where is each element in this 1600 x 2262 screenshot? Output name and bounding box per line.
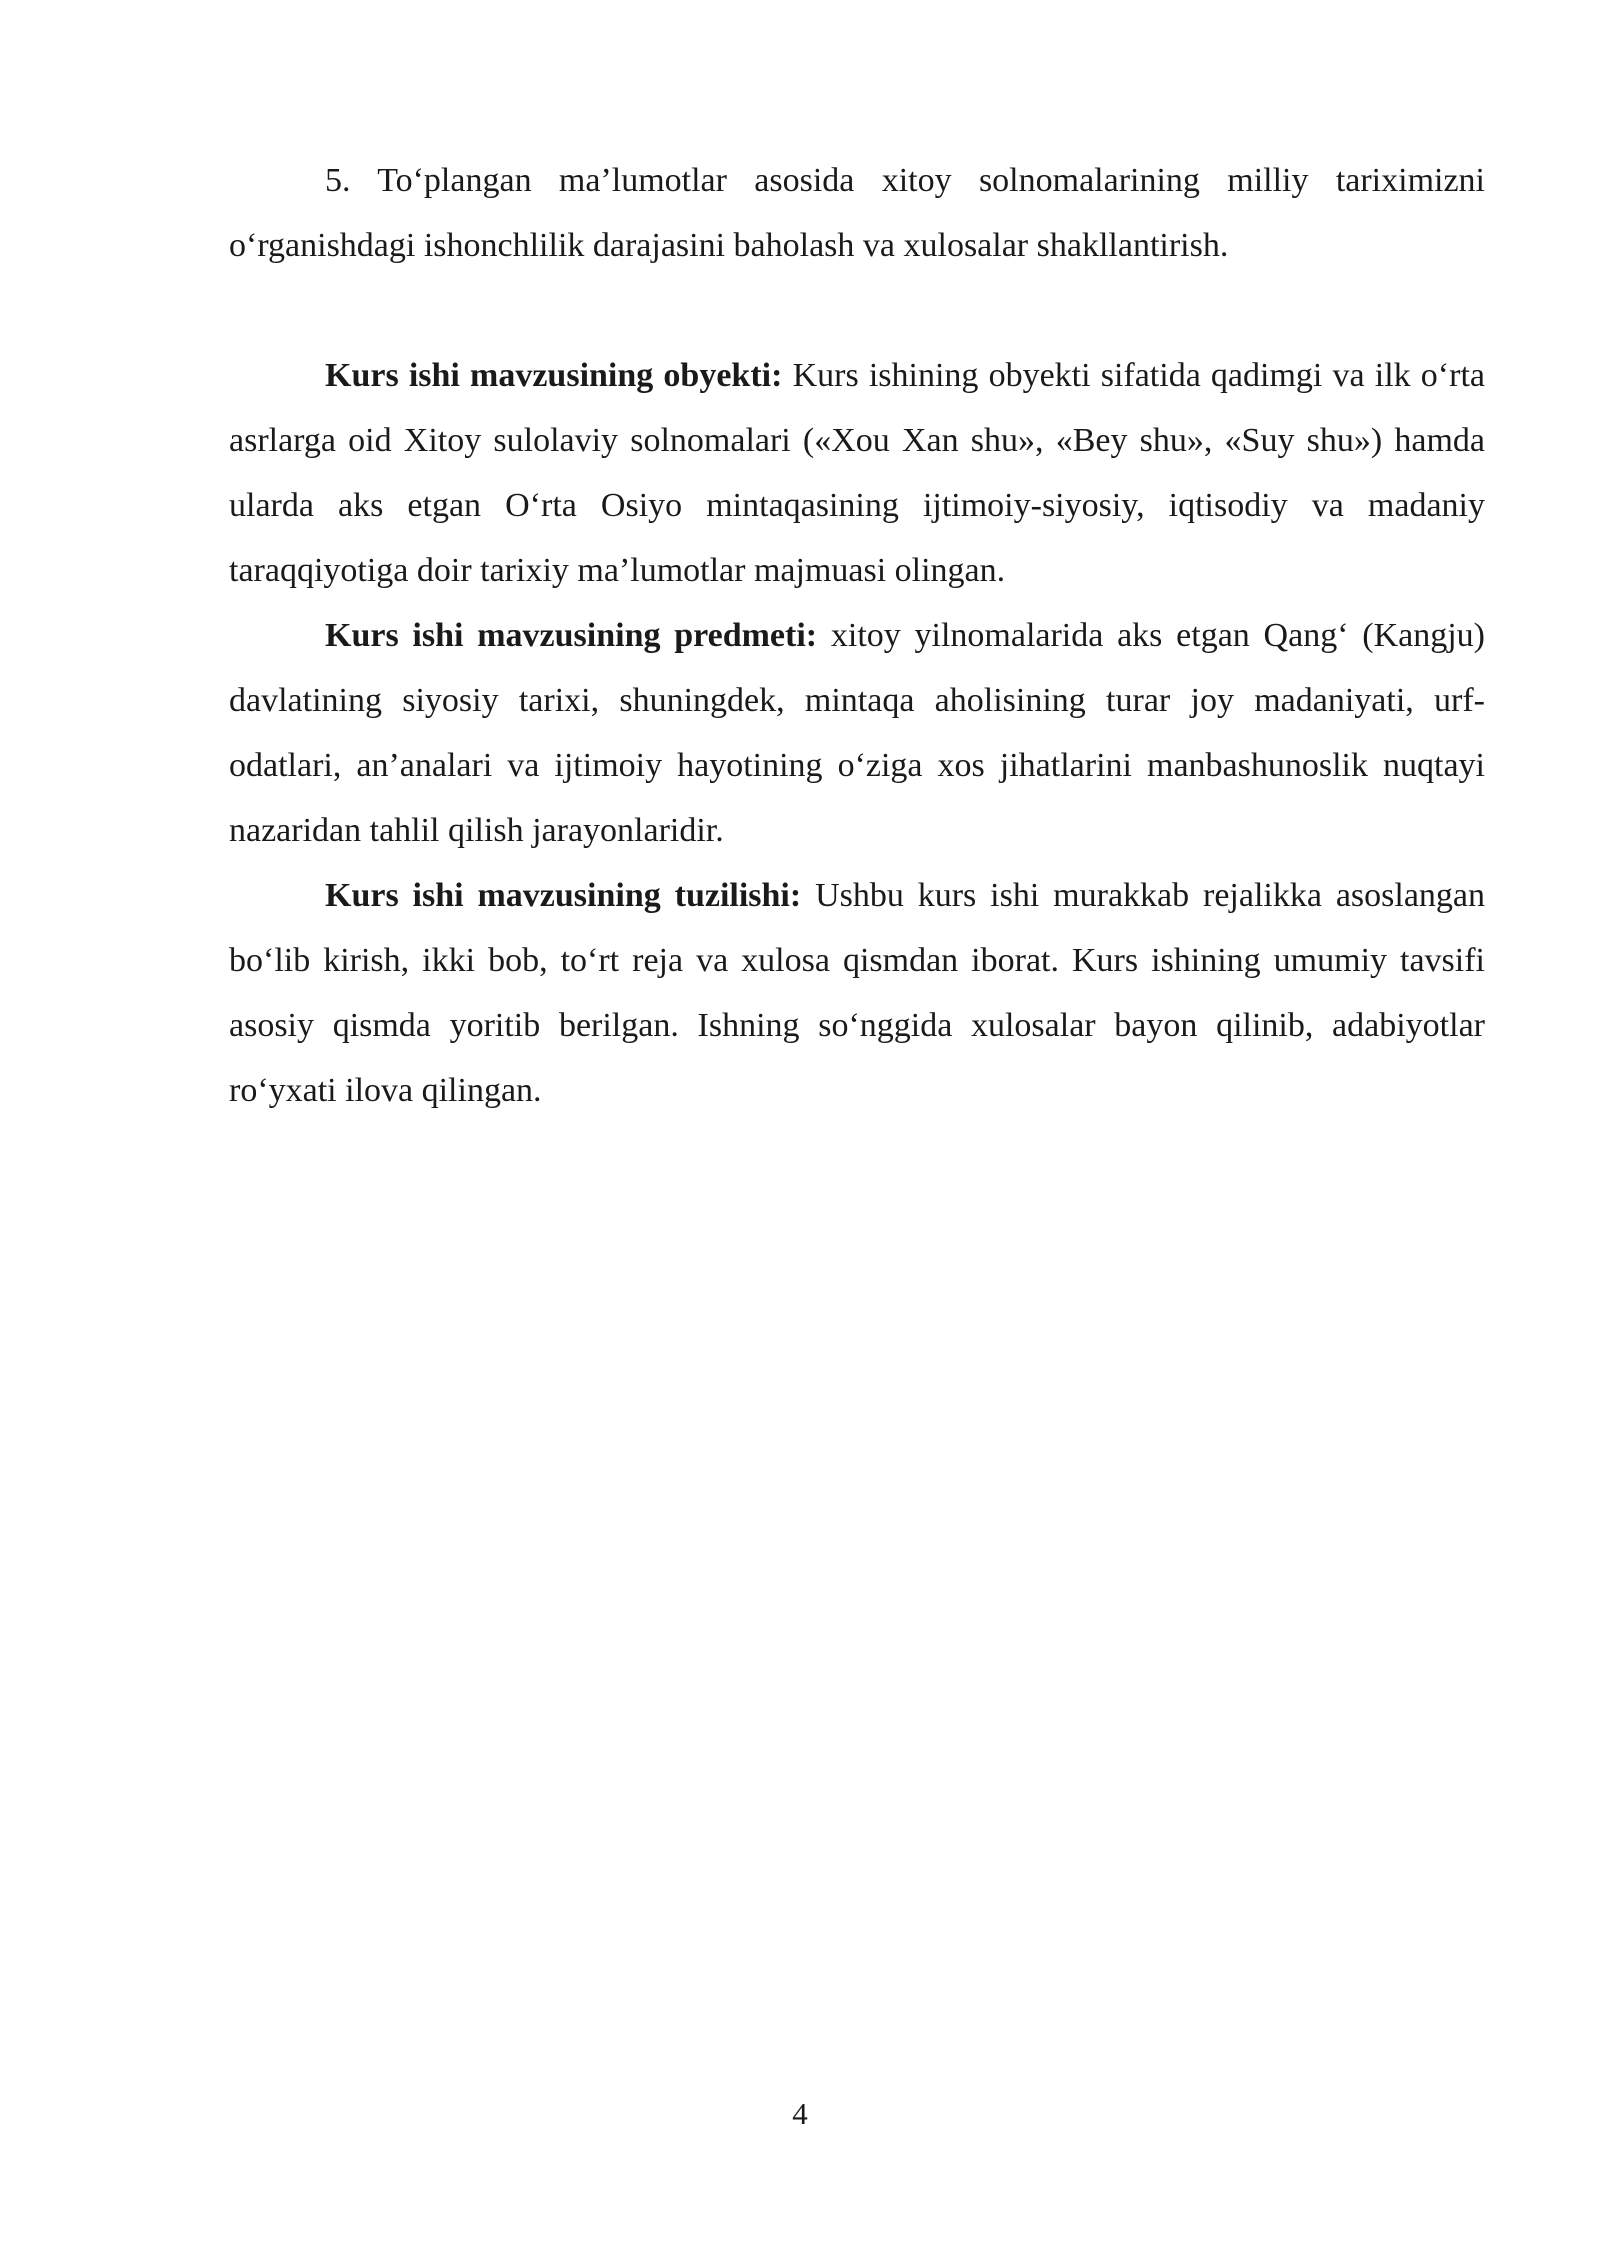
paragraph-structure: [229, 863, 1485, 1123]
paragraph-conclusion-task: [229, 148, 1485, 278]
paragraph-text: xitoy yilnomalarida aks etgan Qang‘ (Kangju) davlatining siyosiy tarixi, shuningdek, mintaqa aholisining turar joy madaniyati, urf-odatlari, an’analari va ijtimoiy hayotining o‘ziga xos jihatlarini manbashunoslik nuqtayi nazaridan tahlil qilish jarayonlaridir.: [229, 617, 1485, 849]
paragraph-text: Kurs ishining obyekti sifatida qadimgi va ilk o‘rta asrlarga oid Xitoy sulolaviy solnomalari («Xou Xan shu», «Bey shu», «Suy shu») hamda ularda aks etgan O‘rta Osiyo mintaqasining ijtimoiy-siyosiy, iqtisodiy va madaniy taraqqiyotiga doir tarixiy ma’lumotlar majmuasi olingan.: [229, 357, 1485, 589]
paragraph-heading: Kurs ishi mavzusining obyekti:: [325, 357, 783, 394]
paragraph-subject: [229, 603, 1485, 863]
paragraph-text: Ushbu kurs ishi murakkab rejalikka asoslangan bo‘lib kirish, ikki bob, to‘rt reja va xulosa qismdan iborat. Kurs ishining umumiy tavsifi asosiy qismda yoritib berilgan. Ishning so‘nggida xulosalar bayon qilinib, adabiyotlar ro‘yxati ilova qilingan.: [229, 877, 1485, 1109]
page-number: 4: [792, 2096, 808, 2131]
paragraph-text: 5. To‘plangan ma’lumotlar asosida xitoy solnomalarining milliy tariximizni o‘rganishdagi ishonchlilik darajasini baholash va xulosalar shakllantirish.: [229, 162, 1485, 264]
paragraph-heading: Kurs ishi mavzusining tuzilishi:: [325, 877, 802, 914]
paragraph-object: [229, 343, 1485, 603]
paragraph-heading: Kurs ishi mavzusining predmeti:: [325, 617, 818, 654]
page-body: [229, 148, 1485, 1123]
